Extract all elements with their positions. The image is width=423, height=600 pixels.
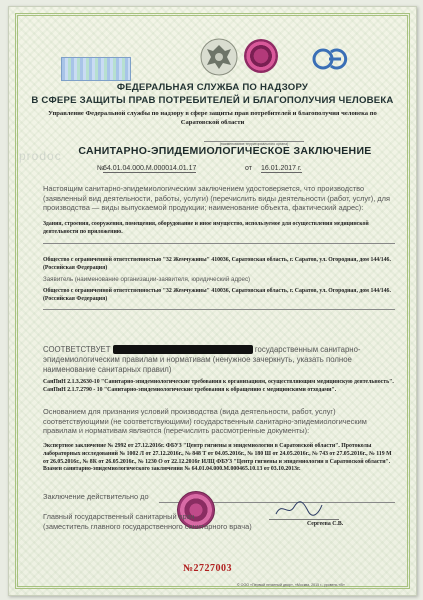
chief-deputy-note: (заместитель главного государственного санитарного врача): [43, 522, 252, 531]
certificate-sheet: [8, 6, 417, 596]
conformity-word: СООТВЕТСТВУЕТ: [43, 345, 111, 354]
divider: [43, 243, 395, 244]
conformity-rest: государственным санитарно-эпидемиологическим правилам и нормативам (ненужное зачеркнуть, указать полное наименование санитарных правил): [43, 345, 361, 375]
document-date: 16.01.2017 г.: [261, 165, 302, 172]
date-label: от: [245, 165, 252, 172]
divider: [43, 309, 395, 310]
reviewed-documents: Экспертное заключение № 2992 от 27.12.2016г. ФБУЗ "Центр гигиены и эпидемиологии в Саратовской области". Протоколы лабораторных исследований № 1002 Л от 27.12.2016г., № 848 Т от 04.05.2016г., № 180 Ш от 24.05.2016г., № 743 от 27.05.2016г., № 119 М от 26.05.2016г., № 8К от 26.05.2016г., № 1230 О от 22.12.2016г ИЛЦ ФБУЗ "Центр гигиены и эпидемиологии в Саратовской области". Взамен санитарно-эпидемиологического заключения № 64.01.04.000.М.000465.10.13 от 03.10.2013г.: [43, 443, 392, 473]
department-note: (наименование территориального органа): [204, 141, 304, 146]
conformity-statement: [43, 345, 395, 375]
signer-name: Сергеева С.В.: [307, 521, 344, 527]
agency-title-line2: В СФЕРЕ ЗАЩИТЫ ПРАВ ПОТРЕБИТЕЛЕЙ И БЛАГОПОЛУЧИЯ ЧЕЛОВЕКА: [31, 95, 394, 106]
hologram-sticker: [61, 57, 131, 81]
handwritten-signature: [274, 499, 324, 519]
document-number: 64.01.04.000.М.000014.01.17: [103, 165, 197, 172]
document-title: САНИТАРНО-ЭПИДЕМИОЛОГИЧЕСКОЕ ЗАКЛЮЧЕНИЕ: [78, 145, 372, 157]
intro-paragraph: Настоящим санитарно-эпидемиологическим заключением удостоверяется, что производство (заявленный вид деятельности, работы, услуги) (перечислить виды деятельности (работ, услуг), для производства — виды выпускаемой продукции; наименование объекта, фактический адрес):: [43, 184, 390, 213]
organization-address: Общество с ограниченной ответственностью "32 Жемчужины" 410036, Саратовская область, г. Саратов, ул. Огородная, дом 144/146. (Российская Федерация): [43, 257, 391, 271]
agency-title-line1: ФЕДЕРАЛЬНАЯ СЛУЖБА ПО НАДЗОРУ: [116, 82, 309, 93]
department-name: Управление Федеральной службы по надзору в сфере защиты прав потребителей и благополучия человека по Саратовской области: [48, 110, 377, 126]
coat-of-arms-emblem: [199, 37, 239, 77]
watermark: prodoc: [19, 149, 62, 163]
agency-logo-icon: [311, 47, 349, 71]
sanitary-rules: СанПиН 2.1.3.2630-10 "Санитарно-эпидемиологические требования к организациям, осуществляющим медицинскую деятельность". СанПиН 2.1.7.2790 - 10 "Санитарно-эпидемиологические требования к обращению с медицинскими отходами".: [43, 379, 394, 393]
hologram-seal: [244, 39, 278, 73]
signature-line: [269, 519, 339, 520]
basis-paragraph: Основанием для признания условий производства (вида деятельности, работ, услуг) соответствующими (не соответствующими) государственным санитарно-эпидемиологическим правилам и нормативам являются (перечислить рассмотренные документы):: [43, 407, 367, 436]
valid-until-label: Заключение действительно до: [43, 492, 149, 501]
applicant-label: Заявитель (наименование организации-заявителя, юридический адрес): [43, 276, 251, 283]
number-label: №: [97, 165, 105, 172]
printer-note: © ООО «Первый печатный двор», «Москва, 2015 г., уровень «В»: [237, 583, 345, 587]
activity-description: Здания, строения, сооружения, помещения, оборудование и иное имущество, используемое для осуществления медицинской деятельности по приложению.: [43, 221, 369, 235]
serial-number: №2727003: [183, 563, 233, 574]
applicant-address: Общество с ограниченной ответственностью "32 Жемчужины" 410036, Саратовская область, г. Саратов, ул. Огородная, дом 144/146. (Российская Федерация): [43, 288, 391, 302]
redaction-bar: [113, 345, 253, 354]
chief-doctor-title: Главный государственный санитарный врач: [43, 512, 195, 521]
